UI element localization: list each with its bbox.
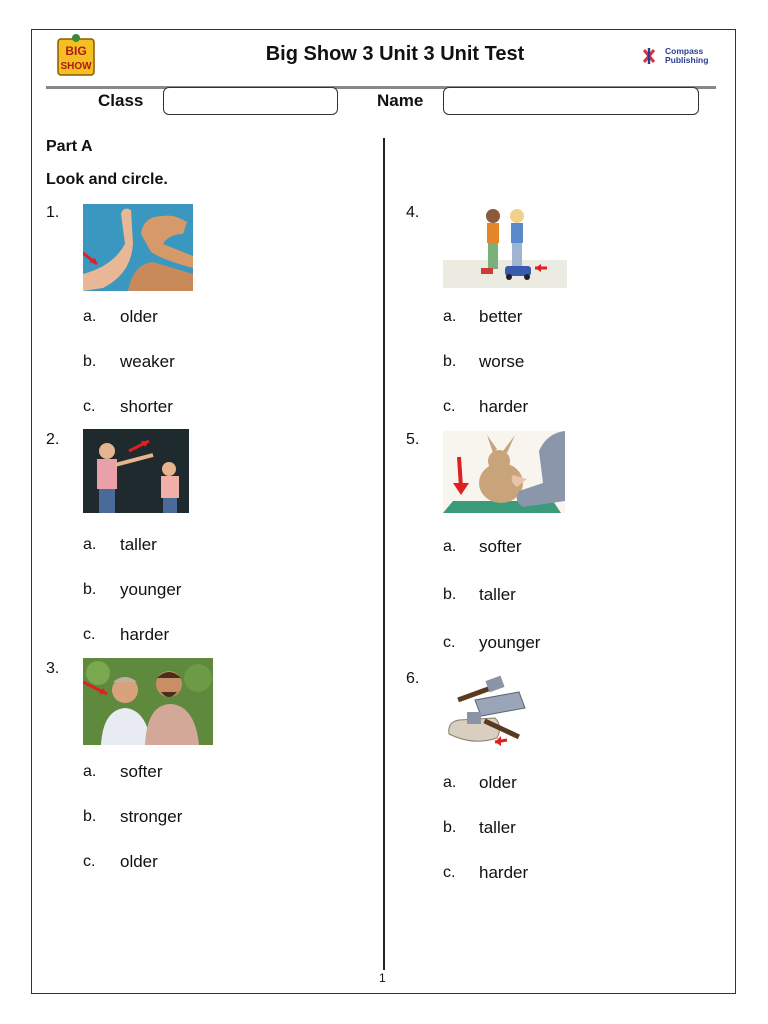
option-letter: c. (83, 626, 96, 643)
option-letter: a. (83, 763, 97, 780)
column-divider (383, 138, 385, 970)
option-letter: b. (443, 586, 457, 603)
option-letter: a. (83, 536, 97, 553)
question-number: 3. (46, 660, 60, 677)
option-text[interactable]: older (120, 307, 158, 326)
name-label: Name (377, 91, 424, 110)
question-number: 1. (46, 204, 60, 221)
option-text[interactable]: stronger (120, 807, 183, 826)
option-text[interactable]: worse (479, 352, 525, 371)
svg-text:BIG: BIG (65, 44, 87, 58)
big-show-logo (56, 33, 96, 77)
rabbit-petting-illustration (443, 431, 565, 513)
option-letter: b. (83, 808, 97, 825)
father-son-photo (83, 658, 213, 745)
girls-height-photo (83, 429, 189, 513)
option-text[interactable]: harder (479, 397, 529, 416)
option-text[interactable]: better (479, 307, 523, 326)
question-number: 6. (406, 670, 420, 687)
publisher-logo-text: Compass Publishing (665, 46, 709, 65)
option-letter: c. (83, 853, 96, 870)
question-number: 5. (406, 431, 420, 448)
name-field[interactable] (443, 87, 699, 115)
option-text[interactable]: shorter (120, 397, 173, 416)
option-text[interactable]: younger (479, 633, 541, 652)
option-letter: c. (83, 398, 96, 415)
flexing-arms-photo (83, 204, 193, 291)
option-text[interactable]: taller (120, 535, 157, 554)
option-letter: c. (443, 864, 456, 881)
option-letter: c. (443, 398, 456, 415)
option-text[interactable]: older (479, 773, 517, 792)
option-text[interactable]: weaker (120, 352, 175, 371)
option-letter: a. (83, 308, 97, 325)
part-title: Part A (46, 138, 93, 155)
option-letter: a. (443, 538, 457, 555)
option-letter: b. (443, 353, 457, 370)
option-letter: a. (443, 308, 457, 325)
boys-toy-cars-illustration (443, 204, 567, 288)
option-text[interactable]: softer (120, 762, 163, 781)
page-number: 1 (379, 971, 386, 985)
hammer-blocks-illustration (443, 670, 535, 754)
option-letter: c. (443, 634, 456, 651)
svg-text:SHOW: SHOW (60, 61, 92, 72)
option-text[interactable]: younger (120, 580, 182, 599)
option-text[interactable]: harder (120, 625, 170, 644)
option-letter: b. (83, 581, 97, 598)
option-text[interactable]: softer (479, 537, 522, 556)
option-text[interactable]: older (120, 852, 158, 871)
class-field[interactable] (163, 87, 338, 115)
option-text[interactable]: taller (479, 585, 516, 604)
option-text[interactable]: harder (479, 863, 529, 882)
question-number: 4. (406, 204, 420, 221)
option-letter: b. (83, 353, 97, 370)
class-label: Class (98, 91, 144, 110)
option-text[interactable]: taller (479, 818, 516, 837)
question-number: 2. (46, 431, 60, 448)
option-letter: a. (443, 774, 457, 791)
option-letter: b. (443, 819, 457, 836)
instruction: Look and circle. (46, 171, 168, 188)
test-title: Big Show 3 Unit 3 Unit Test (265, 43, 525, 65)
